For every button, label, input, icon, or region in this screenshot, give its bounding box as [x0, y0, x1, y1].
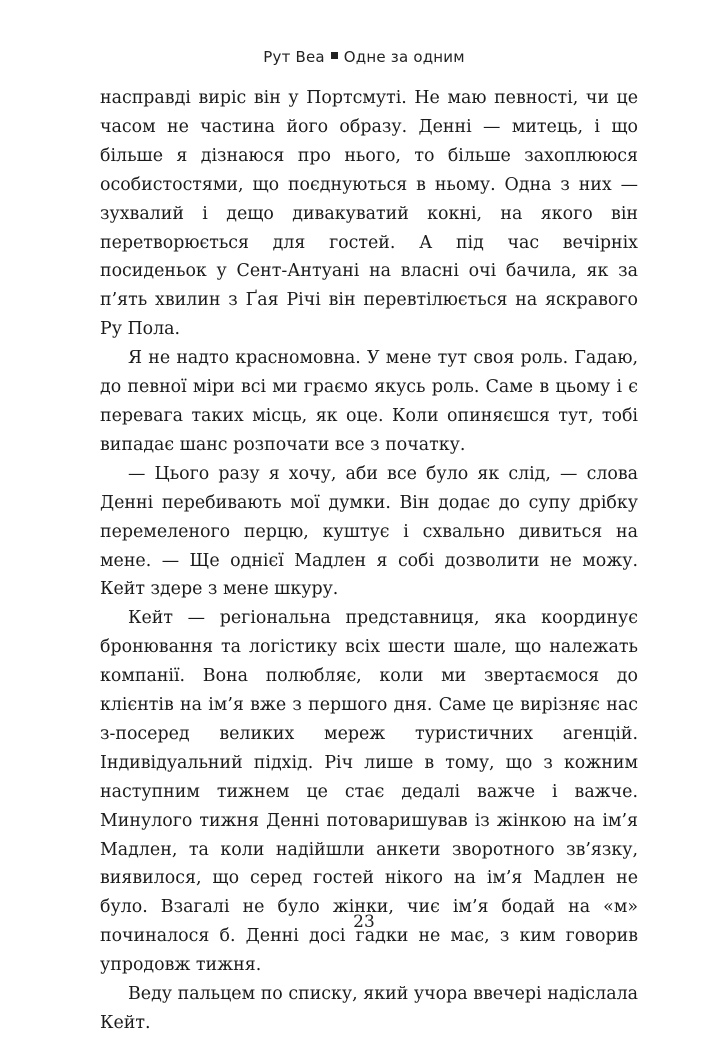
paragraph: Кейт — регіональна представниця, яка координує бронювання та логістику всіх шести шале, що належать компанії. Вона полюбляє, коли ми звертаємося до клієнтів на ім’я вже з першого дня. Саме це вирізняє нас з-посеред великих мереж туристичних агенцій. Індивідуальний підхід. Річ лише в тому, що з кожним наступним тижнем це стає дедалі важче і важче. Минулого тижня Денні потоваришував із жінкою на ім’я Мадлен, та коли надійшли анкети зворотного зв’язку, виявилося, що серед гостей нікого на ім’я Мадлен не було. Взагалі не було жінки, чиє ім’я бодай на «м» починалося б. Денні досі гадки не має, з ким говорив упродовж тижня. — [100, 608, 638, 976]
page-number: 23 — [353, 912, 375, 932]
body-text — [100, 84, 638, 1038]
paragraph: Веду пальцем по списку, який учора ввечері надіслала Кейт. — [100, 984, 638, 1033]
paragraph: Я не надто красномовна. У мене тут своя роль. Гадаю, до певної міри всі ми граємо якусь роль. Саме в цьому і є перевага таких місць, як оце. Коли опиняєшся тут, тобі випадає шанс розпочати все з початку. — [100, 348, 638, 455]
paragraph: — Цього разу я хочу, аби все було як слід, — слова Денні перебивають мої думки. Він додає до супу дрібку перемеленого перцю, куштує і схвально дивиться на мене. — Ще однієї Мадлен я собі дозволити не можу. Кейт здере з мене шкуру. — [100, 463, 638, 600]
separator-square-icon — [331, 52, 338, 59]
author-name: Рут Веа — [263, 48, 325, 66]
running-head — [0, 48, 728, 66]
paragraph: насправді виріс він у Портсмуті. Не маю певності, чи це часом не частина його образу. Денні — митець, і що більше я дізнаюся про нього, то більше захоплююся особистостями, що поєднуються в ньому. Одна з них — зухвалий і дещо дивакуватий кокні, на якого він перетворюється для гостей. А під час вечірніх посиденьок у Сент-Антуані на власні очі бачила, як за п’ять хвилин з Ґая Річі він перевтілюється на яскравого Ру Пола. — [100, 88, 638, 340]
book-title: Одне за одним — [343, 48, 465, 66]
